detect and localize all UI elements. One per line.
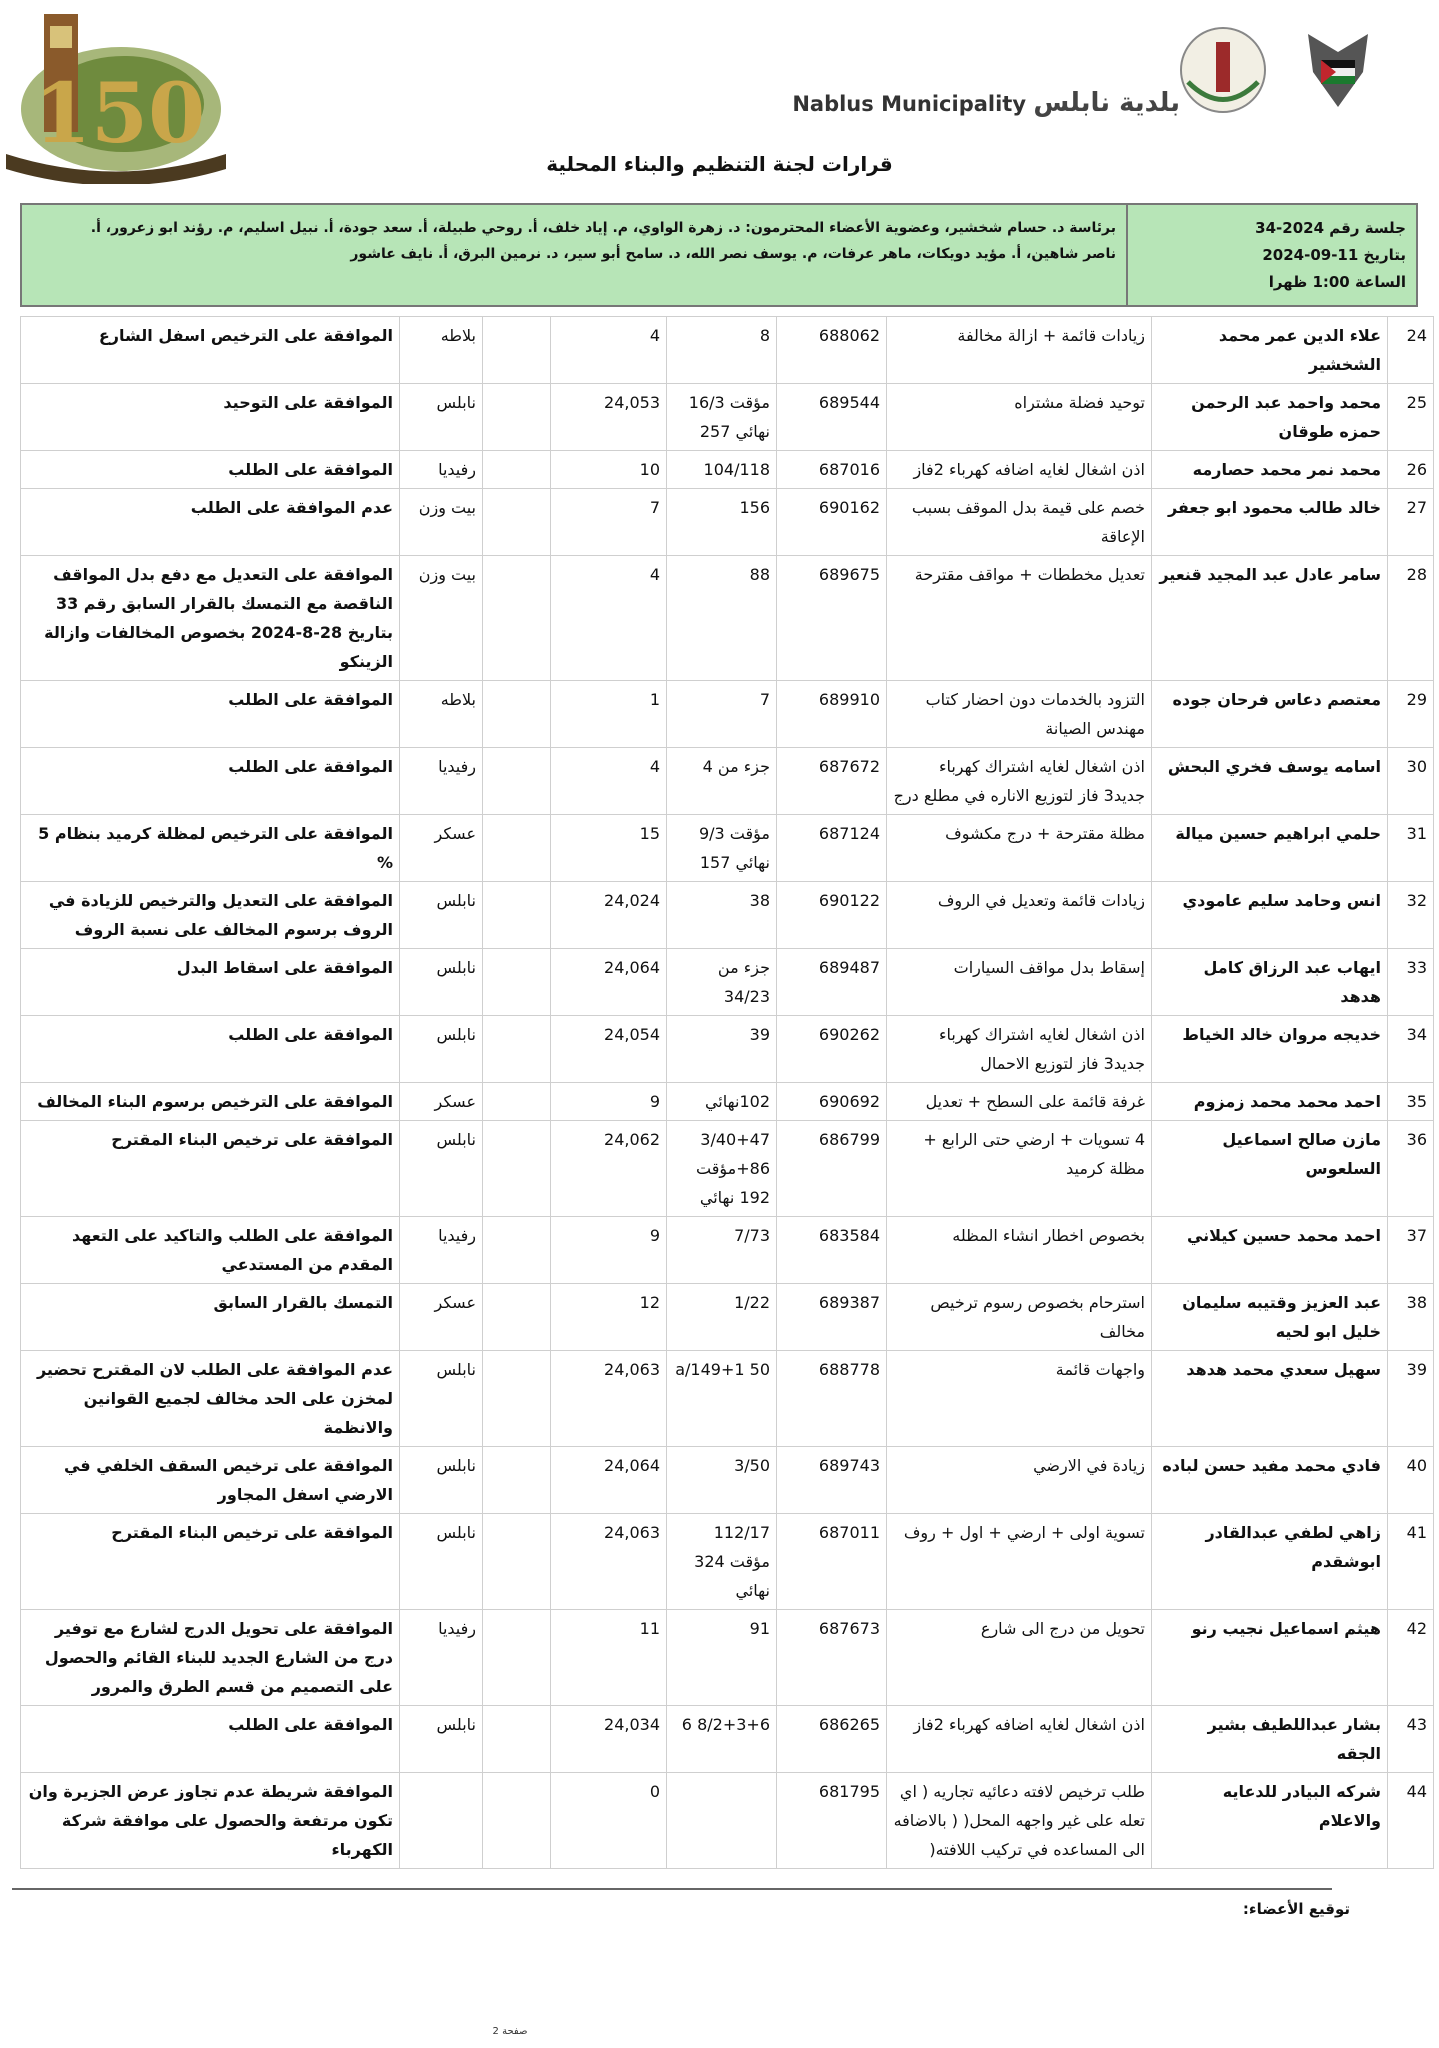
parcel-number-cell: 8/2+3+6 6 bbox=[667, 1706, 777, 1773]
block-number-cell: 24,063 bbox=[551, 1351, 667, 1447]
area-cell bbox=[483, 1706, 551, 1773]
row-number-cell: 34 bbox=[1388, 1016, 1434, 1083]
members-line: برئاسة د. حسام شخشير، وعضوية الأعضاء المحترمون: د. زهرة الواوي، م. إياد خلف، أ. روحي طبيلة، أ. سعد جودة، أ. نبيل اسليم، م. رؤند ابو زعرور، أ. bbox=[90, 220, 1116, 236]
file-number-cell: 689910 bbox=[777, 681, 887, 748]
location-cell: بلاطه bbox=[400, 681, 483, 748]
parcel-number-cell: 112/17 مؤقت 324 نهائي bbox=[667, 1514, 777, 1610]
applicant-name-cell: معتصم دعاس فرحان جوده bbox=[1152, 681, 1388, 748]
table-row bbox=[21, 815, 1434, 882]
row-number-cell: 41 bbox=[1388, 1514, 1434, 1610]
table-row bbox=[21, 556, 1434, 681]
table-row bbox=[21, 1610, 1434, 1706]
decision-cell: الموافقة على ترخيص البناء المقترح bbox=[21, 1514, 400, 1610]
area-cell bbox=[483, 451, 551, 489]
request-subject-cell: اذن اشغال لغايه اضافه كهرباء 2فاز bbox=[887, 1706, 1152, 1773]
parcel-number-cell: 39 bbox=[667, 1016, 777, 1083]
applicant-name-cell: عبد العزيز وقتيبه سليمان خليل ابو لحيه bbox=[1152, 1284, 1388, 1351]
request-subject-cell: تعديل مخططات + مواقف مقترحة bbox=[887, 556, 1152, 681]
block-number-cell: 24,064 bbox=[551, 949, 667, 1016]
file-number-cell: 689544 bbox=[777, 384, 887, 451]
row-number-cell: 44 bbox=[1388, 1773, 1434, 1869]
parcel-number-cell: 156 bbox=[667, 489, 777, 556]
row-number-cell: 28 bbox=[1388, 556, 1434, 681]
table-row bbox=[21, 681, 1434, 748]
parcel-number-cell: جزء من 34/23 bbox=[667, 949, 777, 1016]
decision-cell: الموافقة على التعديل مع دفع بدل المواقف الناقصة مع التمسك بالقرار السابق رقم 33 بتاريخ 28-8-2024 بخصوص المخالفات وازالة الزينكو bbox=[21, 556, 400, 681]
parcel-number-cell: 7 bbox=[667, 681, 777, 748]
footer-divider bbox=[12, 1888, 1332, 1890]
file-number-cell: 686799 bbox=[777, 1121, 887, 1217]
document-title: قرارات لجنة التنظيم والبناء المحلية bbox=[546, 152, 893, 176]
block-number-cell: 12 bbox=[551, 1284, 667, 1351]
applicant-name-cell: محمد واحمد عبد الرحمن حمزه طوقان bbox=[1152, 384, 1388, 451]
request-subject-cell: اذن اشغال لغايه اشتراك كهرباء جديد3 فاز لتوزيع الاناره في مطلع درج bbox=[887, 748, 1152, 815]
area-cell bbox=[483, 1284, 551, 1351]
file-number-cell: 687672 bbox=[777, 748, 887, 815]
parcel-number-cell: 91 bbox=[667, 1610, 777, 1706]
block-number-cell: 1 bbox=[551, 681, 667, 748]
location-cell: نابلس bbox=[400, 1121, 483, 1217]
table-row bbox=[21, 1016, 1434, 1083]
row-number-cell: 29 bbox=[1388, 681, 1434, 748]
area-cell bbox=[483, 1514, 551, 1610]
table-row bbox=[21, 317, 1434, 384]
table-row bbox=[21, 384, 1434, 451]
parcel-number-cell: 1/22 bbox=[667, 1284, 777, 1351]
table-row bbox=[21, 1121, 1434, 1217]
parcel-number-cell: 88 bbox=[667, 556, 777, 681]
file-number-cell: 690122 bbox=[777, 882, 887, 949]
request-subject-cell: 4 تسويات + ارضي حتى الرابع + مظلة كرميد bbox=[887, 1121, 1152, 1217]
file-number-cell: 681795 bbox=[777, 1773, 887, 1869]
applicant-name-cell: بشار عبداللطيف بشير الجقه bbox=[1152, 1706, 1388, 1773]
location-cell bbox=[400, 1773, 483, 1869]
location-cell: نابلس bbox=[400, 1706, 483, 1773]
file-number-cell: 687673 bbox=[777, 1610, 887, 1706]
decision-cell: عدم الموافقة على الطلب لان المقترح تحضير لمخزن على الحد مخالف لجميع القوانين والانظمة bbox=[21, 1351, 400, 1447]
decision-cell: الموافقة على التوحيد bbox=[21, 384, 400, 451]
row-number-cell: 33 bbox=[1388, 949, 1434, 1016]
decision-cell: الموافقة على الطلب bbox=[21, 681, 400, 748]
row-number-cell: 25 bbox=[1388, 384, 1434, 451]
area-cell bbox=[483, 1016, 551, 1083]
row-number-cell: 32 bbox=[1388, 882, 1434, 949]
session-meta bbox=[1126, 205, 1416, 305]
row-number-cell: 40 bbox=[1388, 1447, 1434, 1514]
location-cell: نابلس bbox=[400, 1447, 483, 1514]
block-number-cell: 9 bbox=[551, 1217, 667, 1284]
table-row bbox=[21, 1773, 1434, 1869]
area-cell bbox=[483, 556, 551, 681]
request-subject-cell: زيادات قائمة وتعديل في الروف bbox=[887, 882, 1152, 949]
committee-members bbox=[30, 215, 1116, 267]
request-subject-cell: بخصوص اخطار انشاء المظله bbox=[887, 1217, 1152, 1284]
location-cell: نابلس bbox=[400, 949, 483, 1016]
block-number-cell: 24,034 bbox=[551, 1706, 667, 1773]
applicant-name-cell: فادي محمد مفيد حسن لباده bbox=[1152, 1447, 1388, 1514]
location-cell: بيت وزن bbox=[400, 489, 483, 556]
area-cell bbox=[483, 1773, 551, 1869]
location-cell: نابلس bbox=[400, 1016, 483, 1083]
applicant-name-cell: احمد محمد حسين كيلاني bbox=[1152, 1217, 1388, 1284]
block-number-cell: 4 bbox=[551, 317, 667, 384]
area-cell bbox=[483, 317, 551, 384]
block-number-cell: 15 bbox=[551, 815, 667, 882]
file-number-cell: 686265 bbox=[777, 1706, 887, 1773]
area-cell bbox=[483, 1610, 551, 1706]
row-number-cell: 31 bbox=[1388, 815, 1434, 882]
applicant-name-cell: خالد طالب محمود ابو جعفر bbox=[1152, 489, 1388, 556]
applicant-name-cell: محمد نمر محمد حصارمه bbox=[1152, 451, 1388, 489]
row-number-cell: 36 bbox=[1388, 1121, 1434, 1217]
session-time: الساعة 1:00 ظهرا bbox=[1268, 273, 1406, 291]
request-subject-cell: غرفة قائمة على السطح + تعديل bbox=[887, 1083, 1152, 1121]
row-number-cell: 43 bbox=[1388, 1706, 1434, 1773]
location-cell: عسكر bbox=[400, 815, 483, 882]
meeting-info-box bbox=[20, 203, 1418, 307]
file-number-cell: 687011 bbox=[777, 1514, 887, 1610]
applicant-name-cell: انس وحامد سليم عامودي bbox=[1152, 882, 1388, 949]
brand-english: Nablus Municipality bbox=[792, 92, 1027, 116]
request-subject-cell: طلب ترخيص لافته دعائيه تجاريه ( اي تعله على غير واجهه المحل( ( بالاضافه الى المساعده في تركيب اللافته( bbox=[887, 1773, 1152, 1869]
table-row bbox=[21, 451, 1434, 489]
decision-cell: الموافقة على اسقاط البدل bbox=[21, 949, 400, 1016]
area-cell bbox=[483, 815, 551, 882]
block-number-cell: 24,063 bbox=[551, 1514, 667, 1610]
parcel-number-cell: 104/118 bbox=[667, 451, 777, 489]
block-number-cell: 7 bbox=[551, 489, 667, 556]
location-cell: رفيديا bbox=[400, 1610, 483, 1706]
block-number-cell: 24,053 bbox=[551, 384, 667, 451]
page-header bbox=[0, 0, 1439, 200]
decision-cell: الموافقة على التعديل والترخيص للزيادة في الروف برسوم المخالف على نسبة الروف bbox=[21, 882, 400, 949]
location-cell: نابلس bbox=[400, 882, 483, 949]
applicant-name-cell: هيثم اسماعيل نجيب رنو bbox=[1152, 1610, 1388, 1706]
request-subject-cell: زيادات قائمة + ازالة مخالفة bbox=[887, 317, 1152, 384]
block-number-cell: 9 bbox=[551, 1083, 667, 1121]
decision-cell: الموافقة شريطة عدم تجاوز عرض الجزيرة وان تكون مرتفعة والحصول على موافقة شركة الكهرباء bbox=[21, 1773, 400, 1869]
decisions-table bbox=[20, 316, 1434, 1869]
location-cell: عسكر bbox=[400, 1083, 483, 1121]
parcel-number-cell: مؤقت 9/3 نهائي 157 bbox=[667, 815, 777, 882]
table-row bbox=[21, 1217, 1434, 1284]
decision-cell: الموافقة على الترخيص اسفل الشارع bbox=[21, 317, 400, 384]
file-number-cell: 687016 bbox=[777, 451, 887, 489]
file-number-cell: 689487 bbox=[777, 949, 887, 1016]
block-number-cell: 0 bbox=[551, 1773, 667, 1869]
area-cell bbox=[483, 748, 551, 815]
applicant-name-cell: اسامه يوسف فخري البحش bbox=[1152, 748, 1388, 815]
file-number-cell: 690162 bbox=[777, 489, 887, 556]
request-subject-cell: تسوية اولى + ارضي + اول + روف bbox=[887, 1514, 1152, 1610]
applicant-name-cell: سهيل سعدي محمد هدهد bbox=[1152, 1351, 1388, 1447]
location-cell: نابلس bbox=[400, 384, 483, 451]
area-cell bbox=[483, 1083, 551, 1121]
applicant-name-cell: علاء الدين عمر محمد الشخشير bbox=[1152, 317, 1388, 384]
request-subject-cell: اذن اشغال لغايه اضافه كهرباء 2فاز bbox=[887, 451, 1152, 489]
block-number-cell: 24,062 bbox=[551, 1121, 667, 1217]
location-cell: عسكر bbox=[400, 1284, 483, 1351]
parcel-number-cell bbox=[667, 1773, 777, 1869]
decision-cell: الموافقة على الترخيص لمظلة كرميد بنظام 5 % bbox=[21, 815, 400, 882]
decision-cell: عدم الموافقة على الطلب bbox=[21, 489, 400, 556]
decision-cell: الموافقة على ترخيص البناء المقترح bbox=[21, 1121, 400, 1217]
applicant-name-cell: زاهي لطفي عبدالقادر ابوشقدم bbox=[1152, 1514, 1388, 1610]
location-cell: نابلس bbox=[400, 1351, 483, 1447]
area-cell bbox=[483, 1121, 551, 1217]
applicant-name-cell: مازن صالح اسماعيل السلعوس bbox=[1152, 1121, 1388, 1217]
area-cell bbox=[483, 1217, 551, 1284]
block-number-cell: 24,024 bbox=[551, 882, 667, 949]
decision-cell: الموافقة على الطلب bbox=[21, 1016, 400, 1083]
location-cell: بلاطه bbox=[400, 317, 483, 384]
table-row bbox=[21, 1447, 1434, 1514]
row-number-cell: 26 bbox=[1388, 451, 1434, 489]
request-subject-cell: توحيد فضلة مشتراه bbox=[887, 384, 1152, 451]
request-subject-cell: خصم على قيمة بدل الموقف بسبب الإعاقة bbox=[887, 489, 1152, 556]
table-row bbox=[21, 748, 1434, 815]
request-subject-cell: اذن اشغال لغايه اشتراك كهرباء جديد3 فاز لتوزيع الاحمال bbox=[887, 1016, 1152, 1083]
parcel-number-cell: a/149+1 50 bbox=[667, 1351, 777, 1447]
parcel-number-cell: جزء من 4 bbox=[667, 748, 777, 815]
brand-arabic: بلدية نابلس bbox=[1033, 88, 1180, 118]
applicant-name-cell: حلمي ابراهيم حسين ميالة bbox=[1152, 815, 1388, 882]
file-number-cell: 688778 bbox=[777, 1351, 887, 1447]
block-number-cell: 10 bbox=[551, 451, 667, 489]
row-number-cell: 38 bbox=[1388, 1284, 1434, 1351]
block-number-cell: 24,064 bbox=[551, 1447, 667, 1514]
area-cell bbox=[483, 1351, 551, 1447]
file-number-cell: 689743 bbox=[777, 1447, 887, 1514]
file-number-cell: 690692 bbox=[777, 1083, 887, 1121]
block-number-cell: 11 bbox=[551, 1610, 667, 1706]
location-cell: رفيديا bbox=[400, 748, 483, 815]
decision-cell: الموافقة على الطلب bbox=[21, 1706, 400, 1773]
municipality-brand bbox=[790, 88, 1180, 118]
decision-cell: الموافقة على الطلب bbox=[21, 451, 400, 489]
applicant-name-cell: احمد محمد محمد زمزوم bbox=[1152, 1083, 1388, 1121]
row-number-cell: 37 bbox=[1388, 1217, 1434, 1284]
row-number-cell: 24 bbox=[1388, 317, 1434, 384]
decision-cell: التمسك بالقرار السابق bbox=[21, 1284, 400, 1351]
request-subject-cell: واجهات قائمة bbox=[887, 1351, 1152, 1447]
decision-cell: الموافقة على الطلب bbox=[21, 748, 400, 815]
request-subject-cell: إسقاط بدل مواقف السيارات bbox=[887, 949, 1152, 1016]
parcel-number-cell: 3/50 bbox=[667, 1447, 777, 1514]
session-number: جلسة رقم 2024-34 bbox=[1255, 219, 1406, 237]
area-cell bbox=[483, 681, 551, 748]
parcel-number-cell: 3/40+47 86+مؤقت 192 نهائي bbox=[667, 1121, 777, 1217]
parcel-number-cell: 102نهائي bbox=[667, 1083, 777, 1121]
file-number-cell: 688062 bbox=[777, 317, 887, 384]
decision-cell: الموافقة على الطلب والتاكيد على التعهد المقدم من المستدعي bbox=[21, 1217, 400, 1284]
request-subject-cell: استرحام بخصوص رسوم ترخيص مخالف bbox=[887, 1284, 1152, 1351]
applicant-name-cell: سامر عادل عبد المجيد قنعير bbox=[1152, 556, 1388, 681]
table-row bbox=[21, 1351, 1434, 1447]
area-cell bbox=[483, 1447, 551, 1514]
row-number-cell: 30 bbox=[1388, 748, 1434, 815]
location-cell: بيت وزن bbox=[400, 556, 483, 681]
location-cell: نابلس bbox=[400, 1514, 483, 1610]
block-number-cell: 4 bbox=[551, 556, 667, 681]
parcel-number-cell: مؤقت 16/3 نهائي 257 bbox=[667, 384, 777, 451]
decision-cell: الموافقة على تحويل الدرج لشارع مع توفير درج من الشارع الجديد للبناء القائم والحصول على التصميم من قسم الطرق والمرور bbox=[21, 1610, 400, 1706]
members-signature-label: توقيع الأعضاء: bbox=[1242, 1900, 1350, 1918]
request-subject-cell: تحويل من درج الى شارع bbox=[887, 1610, 1152, 1706]
table-row bbox=[21, 1083, 1434, 1121]
parcel-number-cell: 8 bbox=[667, 317, 777, 384]
session-date: بتاريخ 11-09-2024 bbox=[1262, 246, 1406, 264]
area-cell bbox=[483, 489, 551, 556]
table-row bbox=[21, 949, 1434, 1016]
request-subject-cell: مظلة مقترحة + درج مكشوف bbox=[887, 815, 1152, 882]
area-cell bbox=[483, 949, 551, 1016]
location-cell: رفيديا bbox=[400, 451, 483, 489]
table-row bbox=[21, 882, 1434, 949]
area-cell bbox=[483, 882, 551, 949]
applicant-name-cell: خديجه مروان خالد الخياط bbox=[1152, 1016, 1388, 1083]
row-number-cell: 27 bbox=[1388, 489, 1434, 556]
table-row bbox=[21, 1514, 1434, 1610]
applicant-name-cell: ايهاب عبد الرزاق كامل هدهد bbox=[1152, 949, 1388, 1016]
file-number-cell: 687124 bbox=[777, 815, 887, 882]
request-subject-cell: التزود بالخدمات دون احضار كتاب مهندس الصيانة bbox=[887, 681, 1152, 748]
applicant-name-cell: شركه البيادر للدعايه والاعلام bbox=[1152, 1773, 1388, 1869]
row-number-cell: 35 bbox=[1388, 1083, 1434, 1121]
location-cell: رفيديا bbox=[400, 1217, 483, 1284]
table-row bbox=[21, 489, 1434, 556]
svg-text:150: 150 bbox=[34, 66, 206, 162]
file-number-cell: 689675 bbox=[777, 556, 887, 681]
block-number-cell: 24,054 bbox=[551, 1016, 667, 1083]
row-number-cell: 42 bbox=[1388, 1610, 1434, 1706]
page-number: صفحة 2 bbox=[492, 2026, 528, 2037]
parcel-number-cell: 7/73 bbox=[667, 1217, 777, 1284]
file-number-cell: 683584 bbox=[777, 1217, 887, 1284]
table-row bbox=[21, 1284, 1434, 1351]
file-number-cell: 689387 bbox=[777, 1284, 887, 1351]
emblems-icon bbox=[1178, 22, 1428, 132]
request-subject-cell: زيادة في الارضي bbox=[887, 1447, 1152, 1514]
parcel-number-cell: 38 bbox=[667, 882, 777, 949]
file-number-cell: 690262 bbox=[777, 1016, 887, 1083]
area-cell bbox=[483, 384, 551, 451]
block-number-cell: 4 bbox=[551, 748, 667, 815]
decision-cell: الموافقة على ترخيص السقف الخلفي في الارضي اسفل المجاور bbox=[21, 1447, 400, 1514]
members-line: ناصر شاهين، أ. مؤيد دويكات، ماهر عرفات، م. يوسف نصر الله، د. سامح أبو سير، د. نرمين البرق، أ. نايف عاشور bbox=[350, 246, 1116, 262]
decision-cell: الموافقة على الترخيص برسوم البناء المخالف bbox=[21, 1083, 400, 1121]
row-number-cell: 39 bbox=[1388, 1351, 1434, 1447]
table-row bbox=[21, 1706, 1434, 1773]
